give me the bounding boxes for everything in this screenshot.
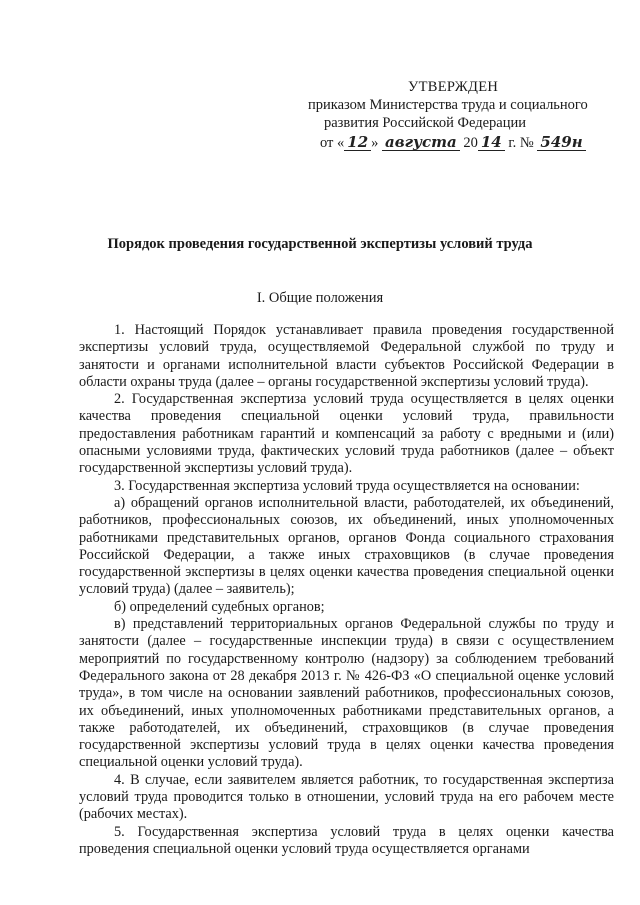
handwritten-month: августа	[382, 135, 460, 151]
paragraph-3a: а) обращений органов исполнительной власти, работодателей, их объединений, работников, профессиональных союзов, их объединений, иных уполномоченных работниками представительных органов, органов Фонда социального страхования Российской Федерации, а также иных страховщиков (в случае проведения государственной экспертизы в целях оценки качества проведения специальной оценки условий труда) (далее – заявитель);	[79, 494, 614, 598]
date-prefix: от «	[320, 135, 345, 151]
handwritten-day: 12	[344, 135, 371, 151]
paragraph-2: 2. Государственная экспертиза условий труда осуществляется в целях оценки качества проведения специальной оценки условий труда, правильности предоставления работникам гарантий и компенсаций за работу с вредными и (или) опасными условиями труда, фактических условий труда работников (далее – объект государственной экспертизы условий труда).	[79, 391, 614, 477]
paragraph-3: 3. Государственная экспертиза условий труда осуществляется на основании:	[114, 477, 580, 494]
paragraph-5: 5. Государственная экспертиза условий труда в целях оценки качества проведения специальной оценки условий труда осуществляется органами	[79, 823, 614, 857]
handwritten-order-number: 549н	[537, 135, 585, 151]
document-body	[79, 322, 614, 858]
date-year-prefix: 20	[463, 135, 478, 151]
approval-stamp	[308, 78, 608, 152]
paragraph-1: 1. Настоящий Порядок устанавливает правила проведения государственной экспертизы условий труда, осуществляемой Федеральной службой по труду и занятости и органами исполнительной власти субъектов Российской Федерации в области охраны труда (далее – органы государственной экспертизы условий труда).	[79, 322, 614, 390]
approval-date-line	[320, 134, 608, 152]
paragraph-4: 4. В случае, если заявителем является работник, то государственная экспертиза условий труда проводится только в отношении, условий труда на его рабочем месте (рабочих местах).	[79, 771, 614, 823]
document-title: Порядок проведения государственной экспертизы условий труда	[107, 236, 533, 252]
date-year-suffix: г. №	[504, 135, 534, 151]
approval-title: УТВЕРЖДЕН	[408, 79, 499, 95]
paragraph-3b: б) определений судебных органов;	[114, 598, 325, 615]
paragraph-3v: в) представлений территориальных органов Федеральной службы по труду и занятости (далее – государственные инспекции труда) в связи с осуществлением мероприятий по государственному контролю (надзору) за соблюдением требований Федерального закона от 28 декабря 2013 г. № 426-ФЗ «О специальной оценке условий труда», в том числе на основании заявлений работников, профессиональных союзов, их объединений, иных уполномоченных работниками представительных органов, а также работодателей, их объединений, страховщиков (в случае проведения государственной экспертизы условий труда в целях оценки качества проведения специальной оценки условий труда).	[79, 616, 614, 771]
approval-line-1: приказом Министерства труда и социального	[308, 97, 588, 113]
section-title: I. Общие положения	[256, 290, 384, 306]
handwritten-year: 14	[478, 135, 505, 151]
date-mid: »	[371, 135, 379, 151]
approval-line-2: развития Российской Федерации	[324, 115, 526, 131]
